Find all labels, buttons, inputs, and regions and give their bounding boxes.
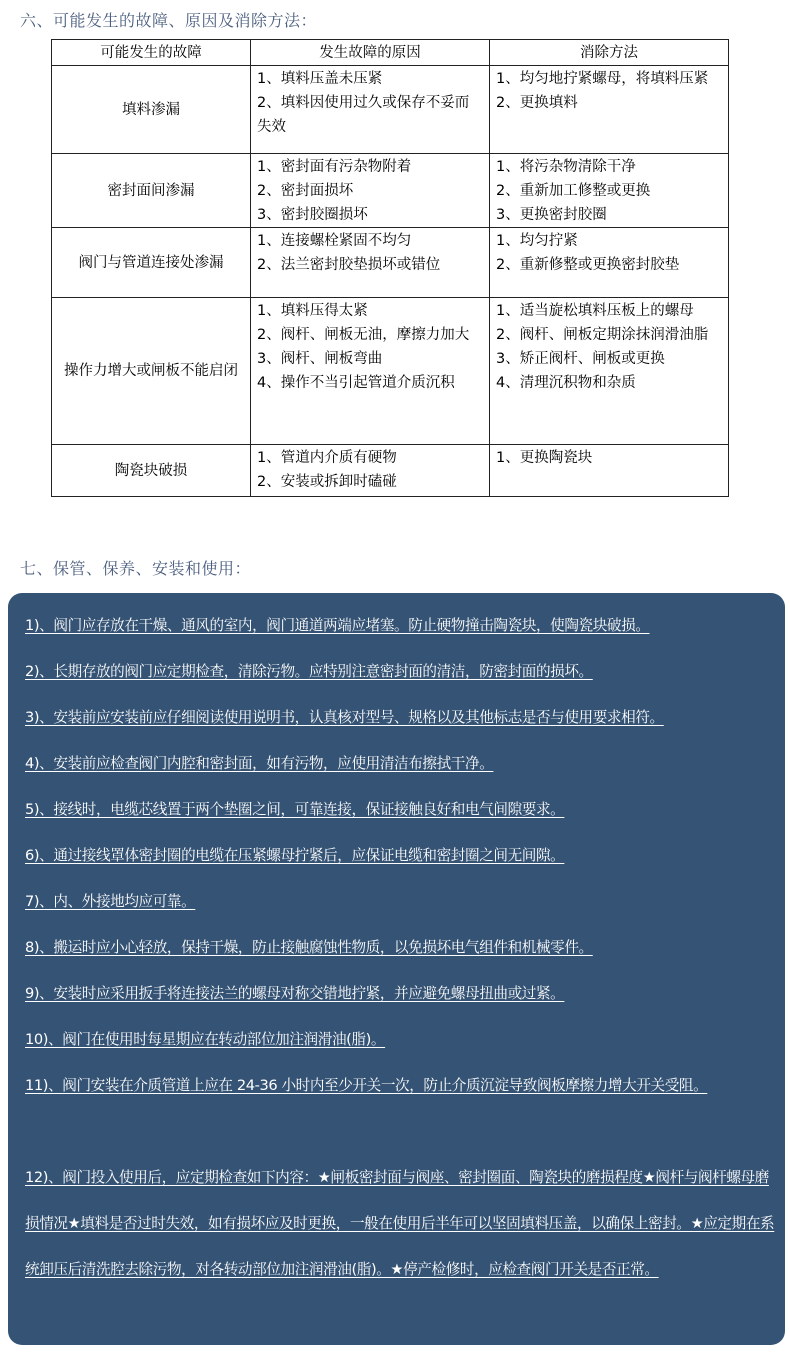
- remedy-item: 2、重新加工修整或更换: [496, 183, 651, 199]
- cause-item: 1、管道内介质有硬物: [257, 450, 397, 466]
- cause-item: 2、密封面损坏: [257, 183, 354, 199]
- cause-item: 1、连接螺栓紧固不均匀: [257, 233, 412, 249]
- remedy-item: 3、更换密封胶圈: [496, 207, 607, 223]
- cause-item: 2、阀杆、闸板无油，摩擦力加大: [257, 327, 470, 343]
- cause-item: 3、阀杆、闸板弯曲: [257, 351, 383, 367]
- note-item: 5)、接线时，电缆芯线置于两个垫圈之间，可靠连接，保证接触良好和电气间隙要求。: [25, 801, 565, 818]
- note-item: 11)、阀门安装在介质管道上应在 24-36 小时内至少开关一次，防止介质沉淀导致阀板摩擦力增大开关受阻。: [25, 1077, 708, 1094]
- remedy-item: 3、矫正阀杆、闸板或更换: [496, 351, 665, 367]
- cause-item: 2、安装或拆卸时磕碰: [257, 474, 397, 490]
- cause-item: 1、填料压盖未压紧: [257, 71, 383, 87]
- note-item: 8)、搬运时应小心轻放，保持干燥，防止接触腐蚀性物质，以免损坏电气组件和机械零件。: [25, 939, 593, 956]
- table-row: [52, 154, 729, 228]
- section-6-title: 六、可能发生的故障、原因及消除方法：: [20, 11, 318, 30]
- header-cause: 发生故障的原因: [251, 40, 490, 66]
- cause-item: 1、密封面有污杂物附着: [257, 159, 412, 175]
- remedy-item: 1、将污杂物清除干净: [496, 159, 636, 175]
- remedy-item: 1、更换陶瓷块: [496, 450, 593, 466]
- note-item: 1)、阀门应存放在干燥、通风的室内，阀门通道两端应堵塞。防止硬物撞击陶瓷块，使陶瓷块破损。: [25, 617, 650, 634]
- note-item: 7)、内、外接地均应可靠。: [25, 893, 196, 910]
- remedy-item: 1、均匀地拧紧螺母，将填料压紧: [496, 71, 709, 87]
- cause-item: 4、操作不当引起管道介质沉积: [257, 375, 455, 391]
- header-remedy: 消除方法: [490, 40, 729, 66]
- table-row: [52, 445, 729, 497]
- note-item: 9)、安装时应采用扳手将连接法兰的螺母对称交错地拧紧，并应避免螺母扭曲或过紧。: [25, 985, 565, 1002]
- remedy-item: 2、重新修整或更换密封胶垫: [496, 257, 680, 273]
- fault-cell: 陶瓷块破损: [52, 445, 251, 497]
- header-fault: 可能发生的故障: [52, 40, 251, 66]
- fault-cell: 操作力增大或闸板不能启闭: [52, 298, 251, 445]
- remedy-item: 2、阀杆、闸板定期涂抹润滑油脂: [496, 327, 709, 343]
- cause-item: 2、法兰密封胶垫损坏或错位: [257, 257, 441, 273]
- remedy-cell: [490, 298, 729, 445]
- cause-cell: [251, 154, 490, 228]
- remedy-cell: [490, 228, 729, 298]
- note-item: 12)、阀门投入使用后，应定期检查如下内容：★闸板密封面与阀座、密封圈面、陶瓷块的磨损程度★阀杆与阀杆螺母磨损情况★填料是否过时失效，如有损坏应及时更换，一般在使用后半年可以坚固填料压盖，以确保上密封。★应定期在系统卸压后清洗腔去除污物，对各转动部位加注润滑油(脂)。★停产检修时，应检查阀门开关是否正常。: [25, 1169, 775, 1278]
- remedy-cell: [490, 154, 729, 228]
- remedy-cell: [490, 445, 729, 497]
- cause-item: 3、密封胶圈损坏: [257, 207, 368, 223]
- cause-cell: [251, 66, 490, 154]
- remedy-item: 1、均匀拧紧: [496, 233, 578, 249]
- table-row: [52, 298, 729, 445]
- note-item: 10)、阀门在使用时每星期应在转动部位加注润滑油(脂)。: [25, 1031, 386, 1048]
- fault-cell: 填料渗漏: [52, 66, 251, 154]
- remedy-cell: [490, 66, 729, 154]
- cause-cell: [251, 445, 490, 497]
- cause-item: 2、填料因使用过久或保存不妥而失效: [257, 95, 470, 135]
- table-header-row: [52, 40, 729, 66]
- section-7-title: 七、保管、保养、安装和使用：: [20, 559, 252, 578]
- note-item: 6)、通过接线罩体密封圈的电缆在压紧螺母拧紧后，应保证电缆和密封圈之间无间隙。: [25, 847, 565, 864]
- maintenance-notes-panel: [8, 593, 785, 1345]
- cause-cell: [251, 228, 490, 298]
- remedy-item: 1、适当旋松填料压板上的螺母: [496, 303, 694, 319]
- table-row: [52, 228, 729, 298]
- remedy-item: 4、清理沉积物和杂质: [496, 375, 636, 391]
- cause-cell: [251, 298, 490, 445]
- remedy-item: 2、更换填料: [496, 95, 578, 111]
- note-item: 2)、长期存放的阀门应定期检查，清除污物。应特别注意密封面的清洁，防密封面的损坏。: [25, 663, 593, 680]
- note-item: 3)、安装前应安装前应仔细阅读使用说明书，认真核对型号、规格以及其他标志是否与使用要求相符。: [25, 709, 664, 726]
- fault-cell: 阀门与管道连接处渗漏: [52, 228, 251, 298]
- table-row: [52, 66, 729, 154]
- note-item: 4)、安装前应检查阀门内腔和密封面，如有污物，应使用清洁布擦拭干净。: [25, 755, 494, 772]
- cause-item: 1、填料压得太紧: [257, 303, 368, 319]
- fault-cell: 密封面间渗漏: [52, 154, 251, 228]
- fault-table: [51, 39, 729, 497]
